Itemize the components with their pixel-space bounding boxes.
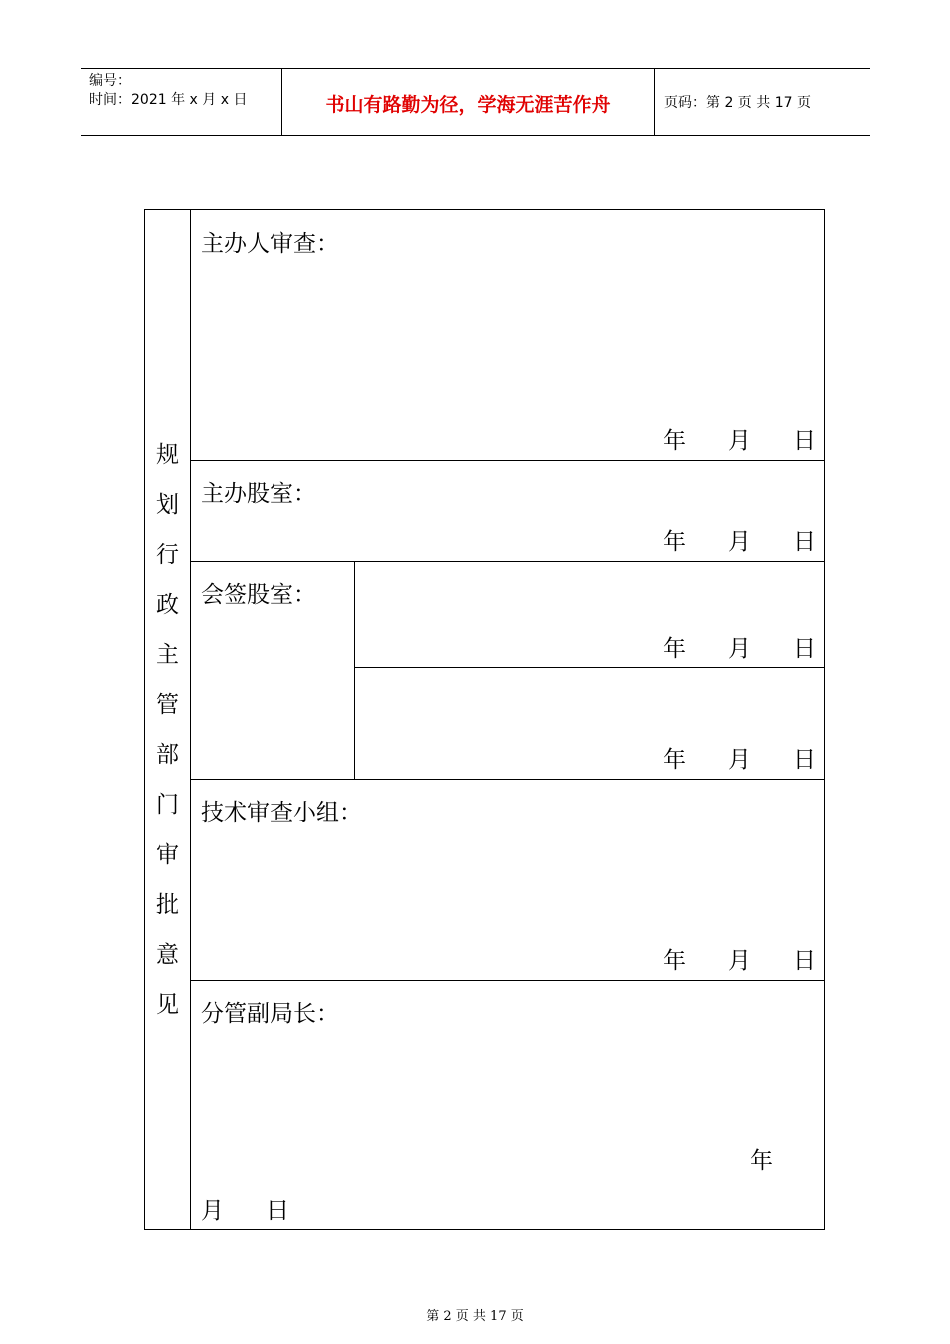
side-label-char: 意 bbox=[156, 942, 179, 968]
row-divider-cosign bbox=[354, 667, 825, 668]
side-label-char: 政 bbox=[156, 592, 179, 618]
section-cosign-office: 会签股室： bbox=[201, 582, 316, 608]
approval-form bbox=[144, 209, 825, 1230]
date-day: 日 bbox=[266, 1198, 289, 1224]
side-label-char: 划 bbox=[156, 492, 179, 518]
side-label-char: 行 bbox=[156, 542, 179, 568]
side-label-char: 门 bbox=[156, 792, 179, 818]
header-page-info: 页码：第 2 页 共 17 页 bbox=[664, 95, 811, 111]
side-label-char: 批 bbox=[156, 892, 179, 918]
header-number-label: 编号： bbox=[89, 73, 131, 89]
date-day: 日 bbox=[793, 948, 816, 974]
header-top-rule bbox=[81, 68, 870, 69]
row-divider-1 bbox=[190, 460, 825, 461]
section-handler-review: 主办人审查： bbox=[201, 231, 339, 257]
side-label-char: 管 bbox=[156, 692, 179, 718]
date-day: 日 bbox=[793, 428, 816, 454]
side-label-char: 见 bbox=[156, 992, 179, 1018]
cosign-column-divider bbox=[354, 561, 355, 779]
side-label-char: 部 bbox=[156, 742, 179, 768]
side-label bbox=[144, 430, 191, 1030]
date-year: 年 bbox=[663, 428, 686, 454]
date-year-wrapped: 年 bbox=[750, 1148, 773, 1174]
date-month: 月 bbox=[728, 948, 751, 974]
header-motto: 书山有路勤为径，学海无涯苦作舟 bbox=[325, 94, 611, 116]
row-divider-2 bbox=[190, 561, 825, 562]
date-year: 年 bbox=[663, 529, 686, 555]
date-month: 月 bbox=[728, 747, 751, 773]
date-year: 年 bbox=[663, 747, 686, 773]
date-month: 月 bbox=[728, 428, 751, 454]
page-footer: 第 2 页 共 17 页 bbox=[426, 1309, 524, 1324]
row-divider-4 bbox=[190, 980, 825, 981]
header-bottom-rule bbox=[81, 135, 870, 136]
section-main-office: 主办股室： bbox=[201, 481, 316, 507]
row-divider-3 bbox=[190, 779, 825, 780]
header-divider-right bbox=[654, 69, 655, 136]
side-label-char: 规 bbox=[156, 442, 179, 468]
date-day: 日 bbox=[793, 747, 816, 773]
date-month: 月 bbox=[728, 529, 751, 555]
date-day: 日 bbox=[793, 636, 816, 662]
section-tech-review: 技术审查小组： bbox=[201, 800, 362, 826]
side-label-char: 主 bbox=[156, 642, 179, 668]
date-month: 月 bbox=[201, 1198, 224, 1224]
date-month: 月 bbox=[728, 636, 751, 662]
side-label-char: 审 bbox=[156, 842, 179, 868]
date-year: 年 bbox=[663, 636, 686, 662]
date-year: 年 bbox=[663, 948, 686, 974]
header-time-label: 时间：2021 年 x 月 x 日 bbox=[89, 92, 248, 108]
section-deputy-director: 分管副局长： bbox=[201, 1001, 339, 1027]
date-day: 日 bbox=[793, 529, 816, 555]
